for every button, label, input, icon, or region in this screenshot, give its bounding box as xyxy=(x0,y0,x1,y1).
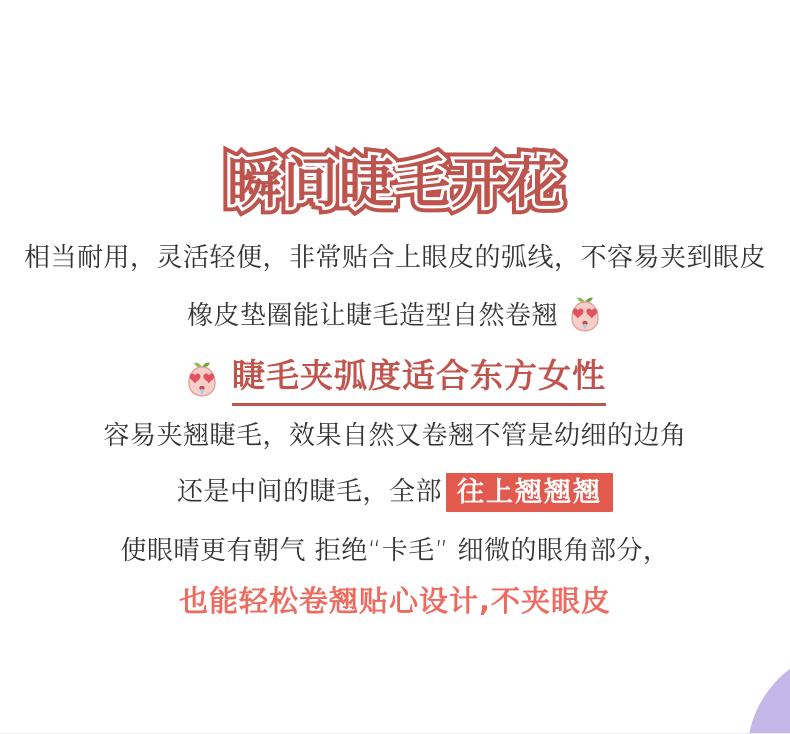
highlight-badge: 往上翘翘翘 xyxy=(446,473,613,512)
section-heading xyxy=(184,356,606,406)
page-title: 瞬间睫毛开花 瞬间睫毛开花 瞬间睫毛开花 xyxy=(227,148,563,218)
body-line-2-text: 橡皮垫圈能让睫毛造型自然卷翘 xyxy=(186,300,558,331)
body-line-3: 容易夹翘睫毛，效果自然又卷翘不管是幼细的边角 xyxy=(103,421,687,451)
body-line-2 xyxy=(187,299,603,333)
red-emphasis-line: 也能轻松卷翘贴心设计,不夹眼皮 xyxy=(178,584,612,618)
section-heading-text: 睫毛夹弧度适合东方女性 xyxy=(232,359,606,406)
body-line-4-text: 还是中间的睫毛，全部 xyxy=(176,477,442,507)
peach-heart-eyes-icon xyxy=(184,360,220,398)
purple-circle-decoration xyxy=(747,647,790,734)
peach-heart-eyes-icon xyxy=(567,295,603,333)
body-line-4 xyxy=(177,473,613,512)
body-line-5: 使眼晴更有朝气 拒绝“卡毛” 细微的眼角部分， xyxy=(120,536,670,566)
body-line-1: 相当耐用，灵活轻便，非常贴合上眼皮的弧线，不容易夹到眼皮 xyxy=(23,243,766,273)
